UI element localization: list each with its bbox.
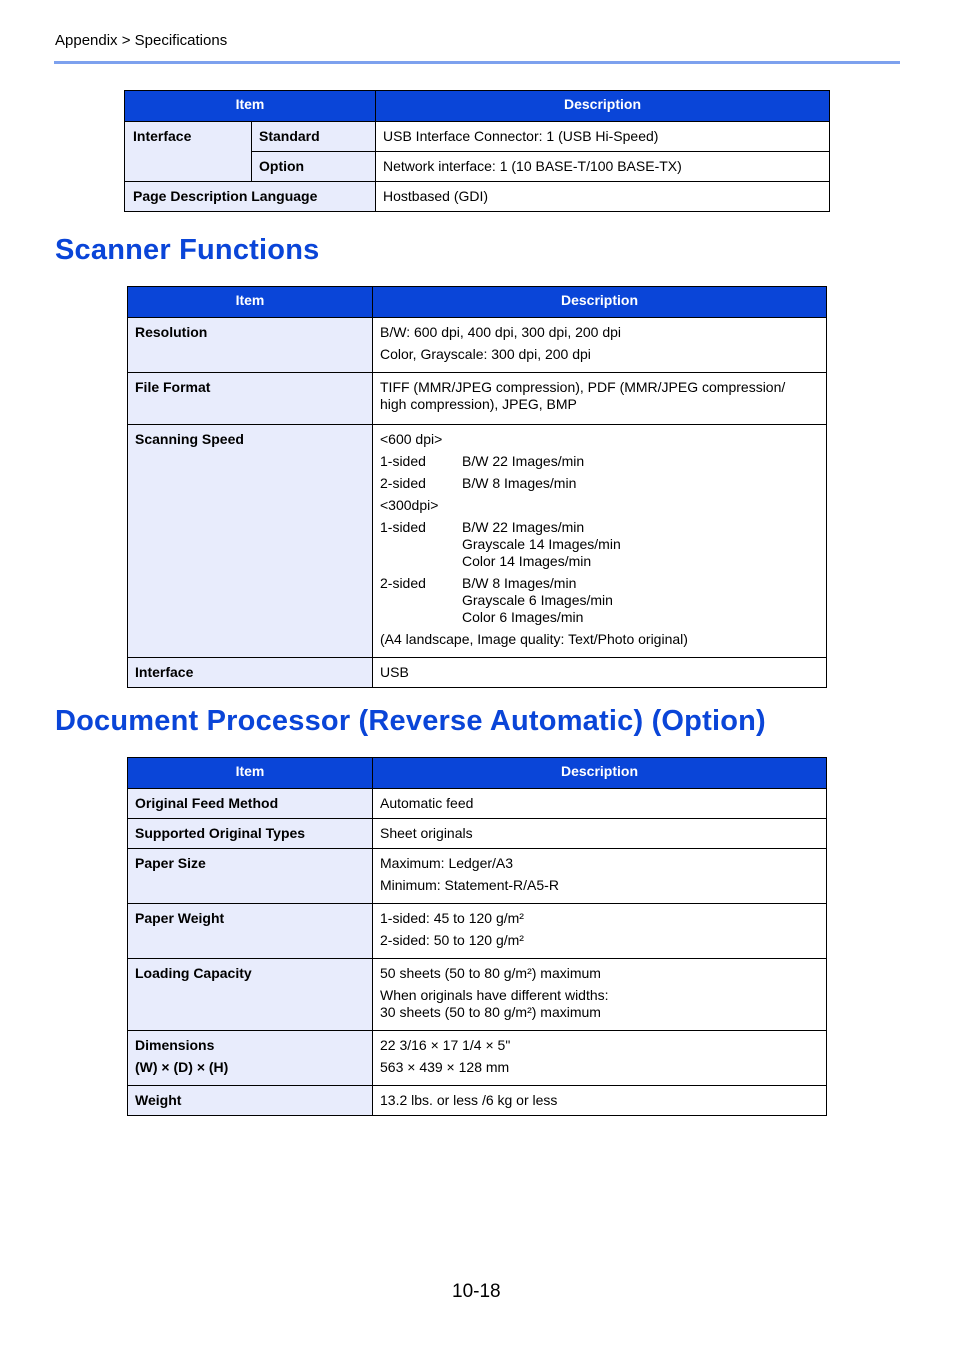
table-row (128, 904, 827, 959)
description-header: Description (373, 758, 827, 789)
speed-side: 1-sided (380, 453, 426, 469)
description-header: Description (373, 287, 827, 318)
resolution-value (373, 318, 827, 373)
table-row (128, 819, 827, 849)
capacity-line: 30 sheets (50 to 80 g/m²) maximum (380, 1004, 601, 1020)
resolution-label: Resolution (128, 318, 373, 373)
scanner-spec-table (127, 286, 827, 688)
speed-value: B/W 22 Images/min (462, 519, 585, 535)
item-header: Item (125, 91, 376, 122)
standard-value: USB Interface Connector: 1 (USB Hi-Speed) (376, 122, 830, 152)
table-row (128, 849, 827, 904)
dpi-heading: <600 dpi> (380, 431, 443, 447)
header-rule (54, 61, 900, 64)
loading-capacity-label: Loading Capacity (128, 959, 373, 1031)
paper-weight-value (373, 904, 827, 959)
weight-label: Weight (128, 1086, 373, 1116)
document-processor-spec-table (127, 757, 827, 1116)
speed-value: Grayscale 6 Images/min (462, 592, 613, 608)
document-processor-title: Document Processor (Reverse Automatic) (Option) (55, 705, 766, 737)
file-format-line: high compression), JPEG, BMP (380, 396, 577, 412)
standard-label: Standard (252, 122, 376, 152)
file-format-line: TIFF (MMR/JPEG compression), PDF (MMR/JPEG compression/ (380, 379, 786, 395)
paper-weight-label: Paper Weight (128, 904, 373, 959)
table-row (125, 182, 830, 212)
paper-size-label: Paper Size (128, 849, 373, 904)
speed-value: Grayscale 14 Images/min (462, 536, 621, 552)
feed-method-value: Automatic feed (373, 789, 827, 819)
interface-spec-table (124, 90, 830, 212)
original-types-label: Supported Original Types (128, 819, 373, 849)
dimensions-value (373, 1031, 827, 1086)
loading-capacity-value (373, 959, 827, 1031)
file-format-label: File Format (128, 373, 373, 425)
speed-value: B/W 8 Images/min (462, 575, 577, 591)
dpi-heading: <300dpi> (380, 497, 439, 513)
file-format-value (373, 373, 827, 425)
weight-value: 13.2 lbs. or less /6 kg or less (373, 1086, 827, 1116)
paper-size-line: Maximum: Ledger/A3 (380, 855, 514, 871)
speed-value: Color 6 Images/min (462, 609, 584, 625)
table-row (128, 1086, 827, 1116)
capacity-line: When originals have different widths: (380, 987, 609, 1003)
table-row (128, 789, 827, 819)
paper-size-value (373, 849, 827, 904)
scanner-functions-title: Scanner Functions (55, 234, 320, 266)
table-row (128, 658, 827, 688)
speed-value: B/W 22 Images/min (462, 453, 585, 469)
scanner-interface-label: Interface (128, 658, 373, 688)
table-row (128, 318, 827, 373)
speed-side: 2-sided (380, 475, 426, 491)
speed-entry (380, 453, 819, 470)
speed-entry (380, 575, 819, 626)
scanner-interface-value: USB (373, 658, 827, 688)
dimensions-label-line: (W) × (D) × (H) (135, 1059, 229, 1075)
pdl-value: Hostbased (GDI) (376, 182, 830, 212)
speed-note: (A4 landscape, Image quality: Text/Photo original) (380, 631, 688, 647)
dimensions-line: 22 3/16 × 17 1/4 × 5" (380, 1037, 511, 1053)
resolution-line: B/W: 600 dpi, 400 dpi, 300 dpi, 200 dpi (380, 324, 622, 340)
item-header: Item (128, 758, 373, 789)
option-label: Option (252, 152, 376, 182)
description-header: Description (376, 91, 830, 122)
breadcrumb: Appendix > Specifications (55, 32, 228, 49)
speed-entry (380, 519, 819, 570)
scanning-speed-value (373, 425, 827, 658)
dimensions-line: 563 × 439 × 128 mm (380, 1059, 510, 1075)
resolution-line: Color, Grayscale: 300 dpi, 200 dpi (380, 346, 591, 362)
item-header: Item (128, 287, 373, 318)
paper-weight-line: 2-sided: 50 to 120 g/m² (380, 932, 524, 948)
speed-value: B/W 8 Images/min (462, 475, 577, 491)
capacity-line: 50 sheets (50 to 80 g/m²) maximum (380, 965, 601, 981)
pdl-label: Page Description Language (125, 182, 376, 212)
option-value: Network interface: 1 (10 BASE-T/100 BASE-TX) (376, 152, 830, 182)
speed-side: 2-sided (380, 575, 426, 591)
table-row (125, 122, 830, 152)
feed-method-label: Original Feed Method (128, 789, 373, 819)
paper-weight-line: 1-sided: 45 to 120 g/m² (380, 910, 524, 926)
scanning-speed-label: Scanning Speed (128, 425, 373, 658)
dimensions-label-line: Dimensions (135, 1037, 215, 1053)
speed-value: Color 14 Images/min (462, 553, 592, 569)
table-row (128, 959, 827, 1031)
paper-size-line: Minimum: Statement-R/A5-R (380, 877, 559, 893)
table-row (128, 373, 827, 425)
speed-side: 1-sided (380, 519, 426, 535)
original-types-value: Sheet originals (373, 819, 827, 849)
dimensions-label (128, 1031, 373, 1086)
table-row (128, 425, 827, 658)
table-row (128, 1031, 827, 1086)
speed-entry (380, 475, 819, 492)
page-number: 10-18 (452, 1281, 501, 1302)
interface-label: Interface (125, 122, 252, 182)
